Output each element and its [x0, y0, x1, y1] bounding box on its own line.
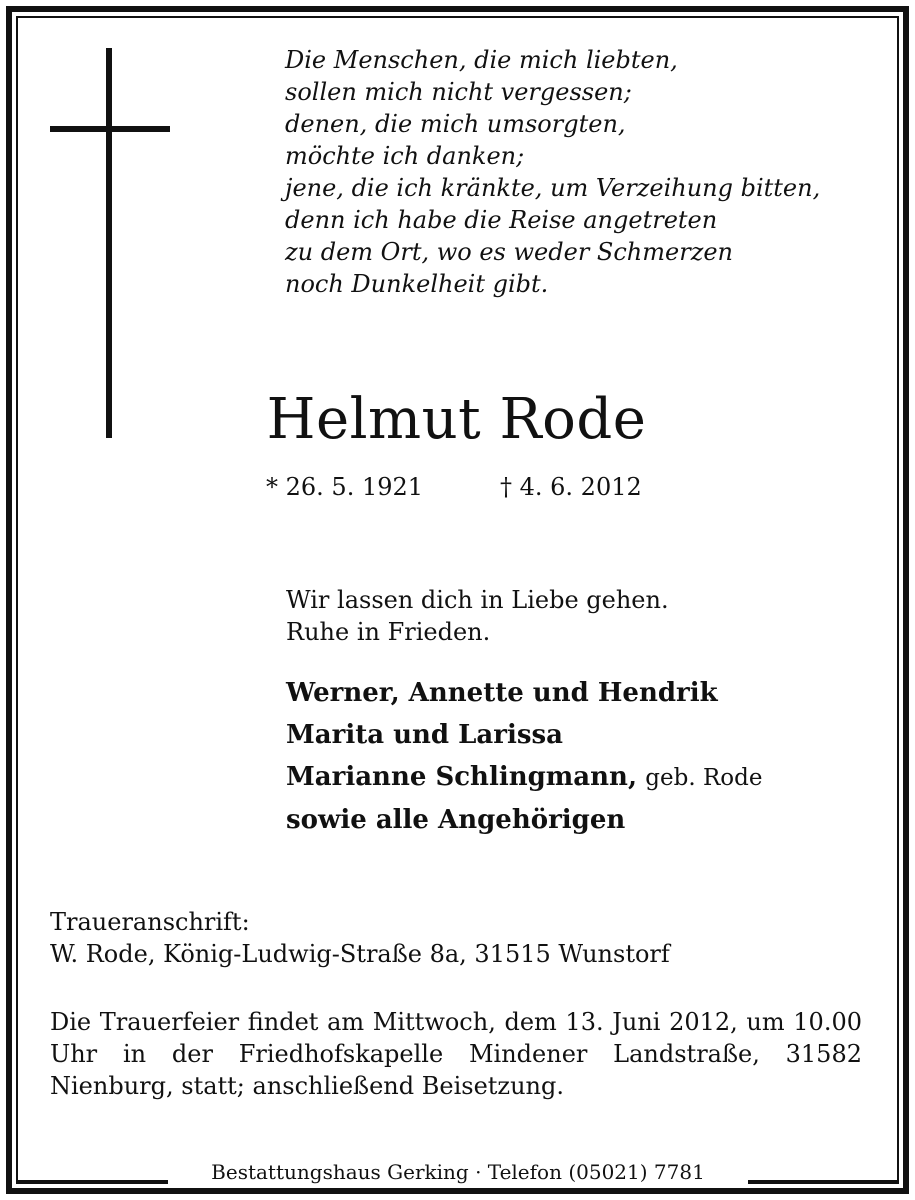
- farewell-line: Wir lassen dich in Liebe gehen.: [286, 586, 669, 614]
- mourner-line: Werner, Annette und Hendrik: [286, 678, 718, 708]
- farewell-line: Ruhe in Frieden.: [286, 618, 491, 646]
- mourning-address: [50, 906, 670, 970]
- mourner-line: [286, 756, 762, 799]
- mourner-maiden-name: geb. Rode: [645, 765, 763, 791]
- birth-date: * 26. 5. 1921: [266, 473, 424, 501]
- poem-line: denen, die mich umsorgten,: [285, 110, 626, 138]
- mourner-name: Marianne Schlingmann,: [286, 762, 638, 792]
- mourner-line: sowie alle Angehörigen: [286, 805, 626, 835]
- poem-line: zu dem Ort, wo es weder Schmerzen: [285, 238, 733, 266]
- cross-vertical-bar: [106, 48, 112, 438]
- poem-line: jene, die ich kränkte, um Verzeihung bitten,: [285, 174, 821, 202]
- address-value: W. Rode, König-Ludwig-Straße 8a, 31515 Wunstorf: [50, 940, 670, 968]
- address-label: Traueranschrift:: [50, 908, 250, 936]
- poem-line: möchte ich danken;: [285, 142, 525, 170]
- poem-line: denn ich habe die Reise angetreten: [285, 206, 718, 234]
- farewell-text: [286, 584, 669, 648]
- poem: [285, 44, 865, 300]
- funeral-home-footer: Bestattungshaus Gerking · Telefon (05021) 7781: [168, 1159, 748, 1185]
- poem-line: noch Dunkelheit gibt.: [285, 270, 549, 298]
- cross-horizontal-bar: [50, 126, 170, 132]
- deceased-name: Helmut Rode: [266, 387, 647, 452]
- poem-line: sollen mich nicht vergessen;: [285, 78, 632, 106]
- mourners-list: [286, 672, 762, 841]
- poem-line: Die Menschen, die mich liebten,: [285, 46, 678, 74]
- mourner-line: Marita und Larissa: [286, 720, 563, 750]
- ceremony-notice: Die Trauerfeier findet am Mittwoch, dem 13. Juni 2012, um 10.00 Uhr in der Friedhofskapelle Mindener Landstraße, 31582 Nienburg, statt; anschließend Beisetzung.: [50, 1008, 862, 1100]
- death-date: † 4. 6. 2012: [500, 473, 642, 501]
